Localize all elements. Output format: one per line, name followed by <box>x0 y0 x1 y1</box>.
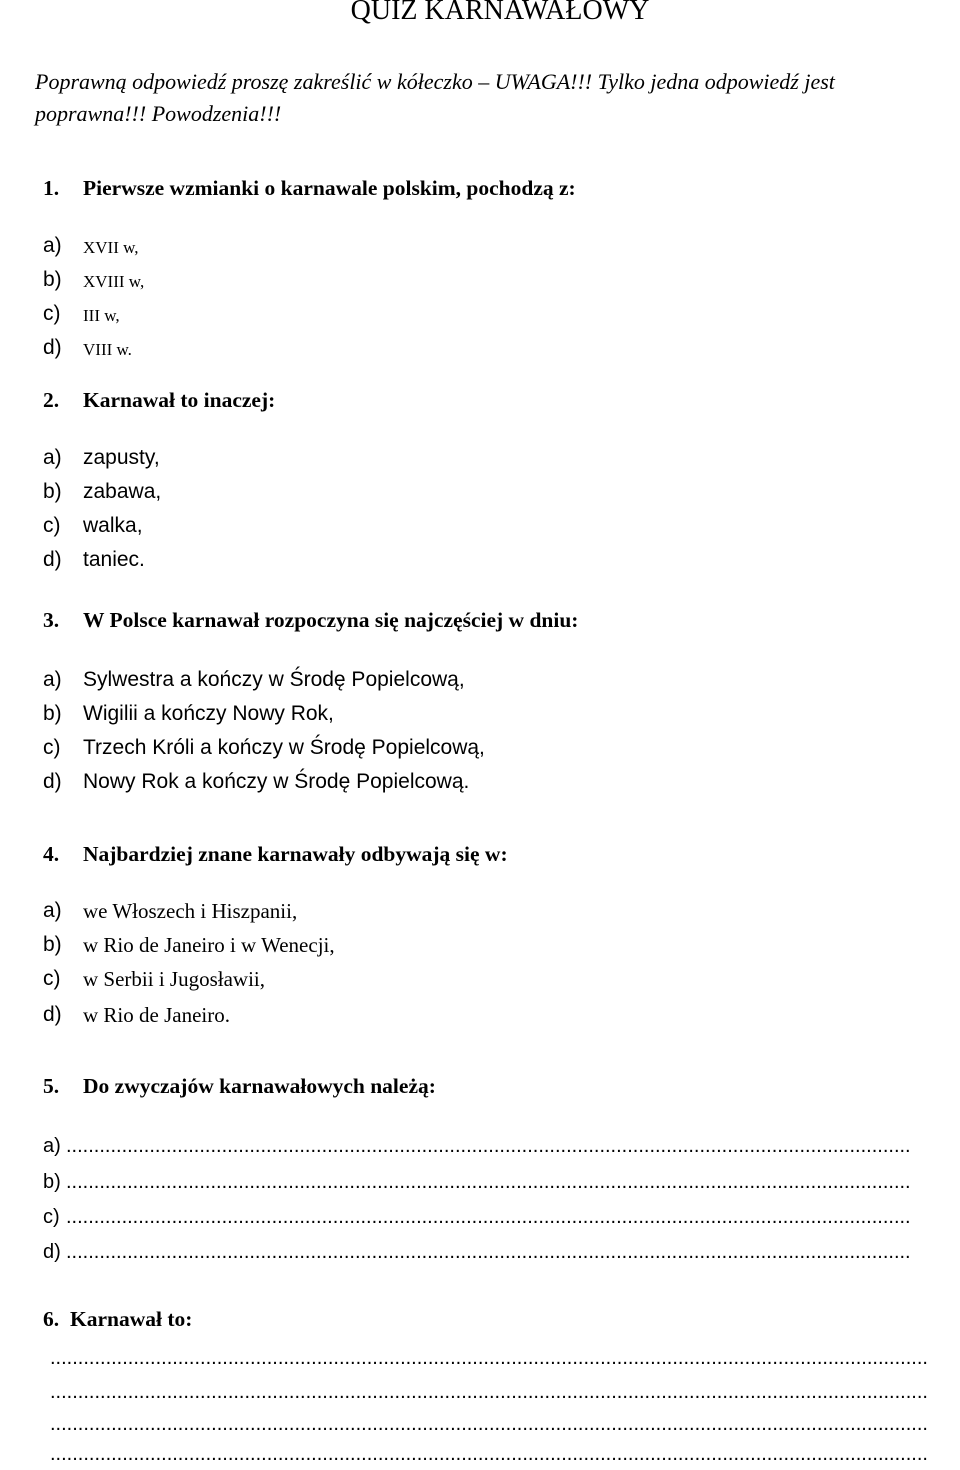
option-label: a) <box>43 446 62 469</box>
option-text: w Rio de Janeiro. <box>83 1003 230 1027</box>
option-label: a) <box>43 668 62 691</box>
dotted-line: ........................................................................................................................................................ <box>66 1241 911 1263</box>
question-number: 3. <box>43 608 60 632</box>
option-text: w Rio de Janeiro i w Wenecji, <box>83 933 335 957</box>
answer-label: c) <box>43 1206 60 1228</box>
answer-line-6-3[interactable] <box>0 1410 960 1438</box>
answer-line-5b[interactable] <box>0 1168 960 1196</box>
question-number: 5. <box>43 1074 60 1098</box>
option-label: c) <box>43 736 61 759</box>
option-label: d) <box>43 548 62 571</box>
option-text: Nowy Rok a kończy w Środę Popielcową. <box>83 770 470 793</box>
option-text: zapusty, <box>83 446 160 469</box>
option-label: d) <box>43 336 62 359</box>
option-text: taniec. <box>83 548 145 571</box>
question-number: 6. <box>43 1307 60 1331</box>
answer-label: d) <box>43 1241 61 1263</box>
option-text: walka, <box>83 514 143 537</box>
question-number: 4. <box>43 842 60 866</box>
dotted-line: ........................................................................................................................................................ <box>66 1135 911 1157</box>
question-text: Najbardziej znane karnawały odbywają się w: <box>83 842 508 866</box>
option-text: Trzech Króli a kończy w Środę Popielcową, <box>83 736 485 759</box>
answer-line-5a[interactable] <box>0 1132 960 1160</box>
option-label: b) <box>43 268 62 291</box>
option-text: III w, <box>83 306 120 325</box>
answer-label: b) <box>43 1171 61 1193</box>
question-number: 2. <box>43 388 60 412</box>
option-label: b) <box>43 480 62 503</box>
answer-line-6-2[interactable] <box>0 1378 960 1406</box>
question-text: Karnawał to: <box>70 1307 193 1331</box>
option-label: c) <box>43 302 61 325</box>
answer-line-5c[interactable] <box>0 1203 960 1231</box>
answer-label: a) <box>43 1135 61 1157</box>
option-label: b) <box>43 933 62 956</box>
dotted-line: .............................................................................................................................................................. <box>50 1381 928 1403</box>
option-label: c) <box>43 967 61 990</box>
option-text: Wigilii a kończy Nowy Rok, <box>83 702 334 725</box>
question-text: Karnawał to inaczej: <box>83 388 276 412</box>
dotted-line: .............................................................................................................................................................. <box>50 1347 928 1369</box>
instructions: Poprawną odpowiedź proszę zakreślić w kółeczko – UWAGA!!! Tylko jedna odpowiedź jest poprawna!!! Powodzenia!!! <box>35 69 835 126</box>
option-label: d) <box>43 1003 62 1026</box>
option-label: a) <box>43 234 62 257</box>
option-text: VIII w. <box>83 340 132 359</box>
question-text: Do zwyczajów karnawałowych należą: <box>83 1074 436 1098</box>
option-text: we Włoszech i Hiszpanii, <box>83 899 298 923</box>
answer-line-6-1[interactable] <box>0 1344 960 1372</box>
dotted-line: .............................................................................................................................................................. <box>50 1413 928 1435</box>
page-title: QUIZ KARNAWAŁOWY <box>350 0 650 26</box>
answer-line-5d[interactable] <box>0 1238 960 1266</box>
option-label: a) <box>43 899 62 922</box>
dotted-line: .............................................................................................................................................................. <box>50 1443 928 1465</box>
option-label: c) <box>43 514 61 537</box>
option-label: d) <box>43 770 62 793</box>
dotted-line: ........................................................................................................................................................ <box>66 1206 911 1228</box>
question-text: Pierwsze wzmianki o karnawale polskim, pochodzą z: <box>83 176 576 200</box>
option-text: zabawa, <box>83 480 162 503</box>
option-text: XVII w, <box>83 238 139 257</box>
option-text: XVIII w, <box>83 272 145 291</box>
question-number: 1. <box>43 176 60 200</box>
option-label: b) <box>43 702 62 725</box>
option-text: w Serbii i Jugosławii, <box>83 967 265 991</box>
option-text: Sylwestra a kończy w Środę Popielcową, <box>83 668 465 691</box>
question-text: W Polsce karnawał rozpoczyna się najczęściej w dniu: <box>83 608 579 632</box>
dotted-line: ........................................................................................................................................................ <box>66 1171 911 1193</box>
answer-line-6-4[interactable] <box>0 1440 960 1468</box>
